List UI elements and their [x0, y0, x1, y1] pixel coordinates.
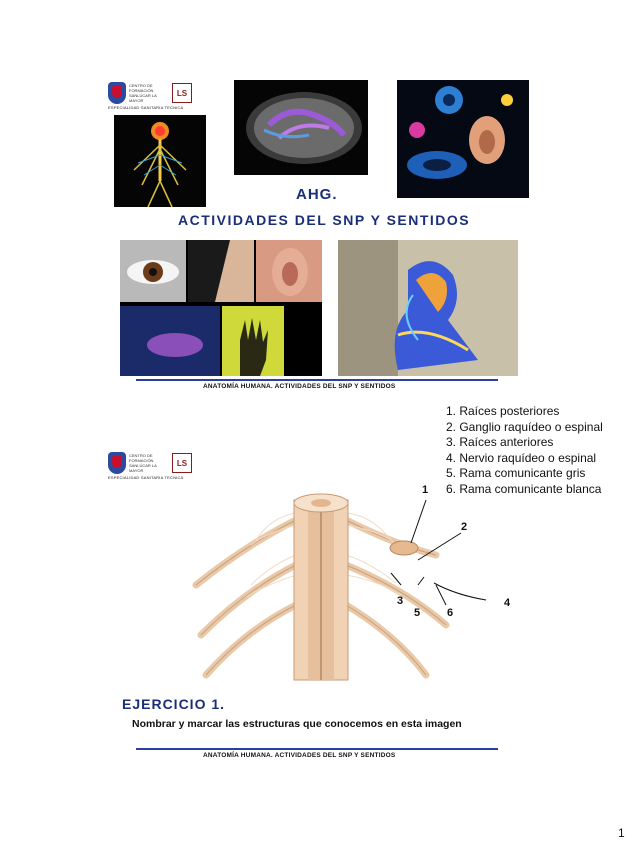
institution-logo — [108, 82, 192, 104]
structure-label: 1 — [422, 484, 429, 496]
legend-item: 4. Nervio raquídeo o espinal — [446, 450, 597, 465]
exercise-title: EJERCICIO 1. — [122, 696, 226, 712]
structure-label: 2 — [461, 521, 468, 533]
structure-label: 3 — [397, 595, 404, 607]
slide-footer: ANATOMÍA HUMANA. ACTIVIDADES DEL SNP Y SENTIDOS — [203, 752, 396, 759]
legend-list — [446, 404, 603, 497]
footer-rule — [136, 379, 498, 381]
structure-label: 6 — [447, 607, 454, 619]
institution-logo — [108, 452, 192, 474]
structure-label: 4 — [504, 597, 511, 609]
shield-icon — [108, 82, 126, 104]
senses-photo-grid — [120, 240, 322, 376]
legend-item: 3. Raíces anteriores — [446, 435, 554, 449]
logo-mark: LS — [172, 453, 192, 473]
logo-text: CENTRO DE FORMACIÓN SANLÚCAR LA MAYOR — [129, 453, 157, 473]
senses-collage-image — [397, 80, 529, 198]
glowing-figure-image — [338, 240, 518, 376]
logo-text: CENTRO DE FORMACIÓN SANLÚCAR LA MAYOR — [129, 83, 157, 103]
logo-strip: ESPECIALIDAD SANITARIA TECNICA — [108, 475, 184, 480]
legend-item: 6. Rama comunicante blanca — [446, 481, 602, 496]
title-ahg: AHG. — [296, 186, 338, 203]
legend-item: 2. Ganglio raquídeo o espinal — [446, 419, 603, 434]
structure-label: 5 — [414, 607, 421, 619]
legend-item: 5. Rama comunicante gris — [446, 466, 586, 480]
page-number: 1 — [618, 826, 625, 840]
shield-icon — [108, 452, 126, 474]
logo-strip: ESPECIALIDAD SANITARIA TECNICA — [108, 105, 184, 110]
logo-mark: LS — [172, 83, 192, 103]
exercise-instructions: Nombrar y marcar las estructuras que conocemos en esta imagen — [132, 718, 462, 730]
brain-mri-image — [234, 80, 368, 175]
slide-title: ACTIVIDADES DEL SNP Y SENTIDOS — [178, 212, 471, 228]
legend-item: 1. Raíces posteriores — [446, 404, 560, 418]
footer-rule — [136, 748, 498, 750]
slide-footer: ANATOMÍA HUMANA. ACTIVIDADES DEL SNP Y SENTIDOS — [203, 383, 396, 390]
nervous-system-image — [114, 115, 206, 207]
spinal-cord-illustration — [186, 485, 516, 685]
